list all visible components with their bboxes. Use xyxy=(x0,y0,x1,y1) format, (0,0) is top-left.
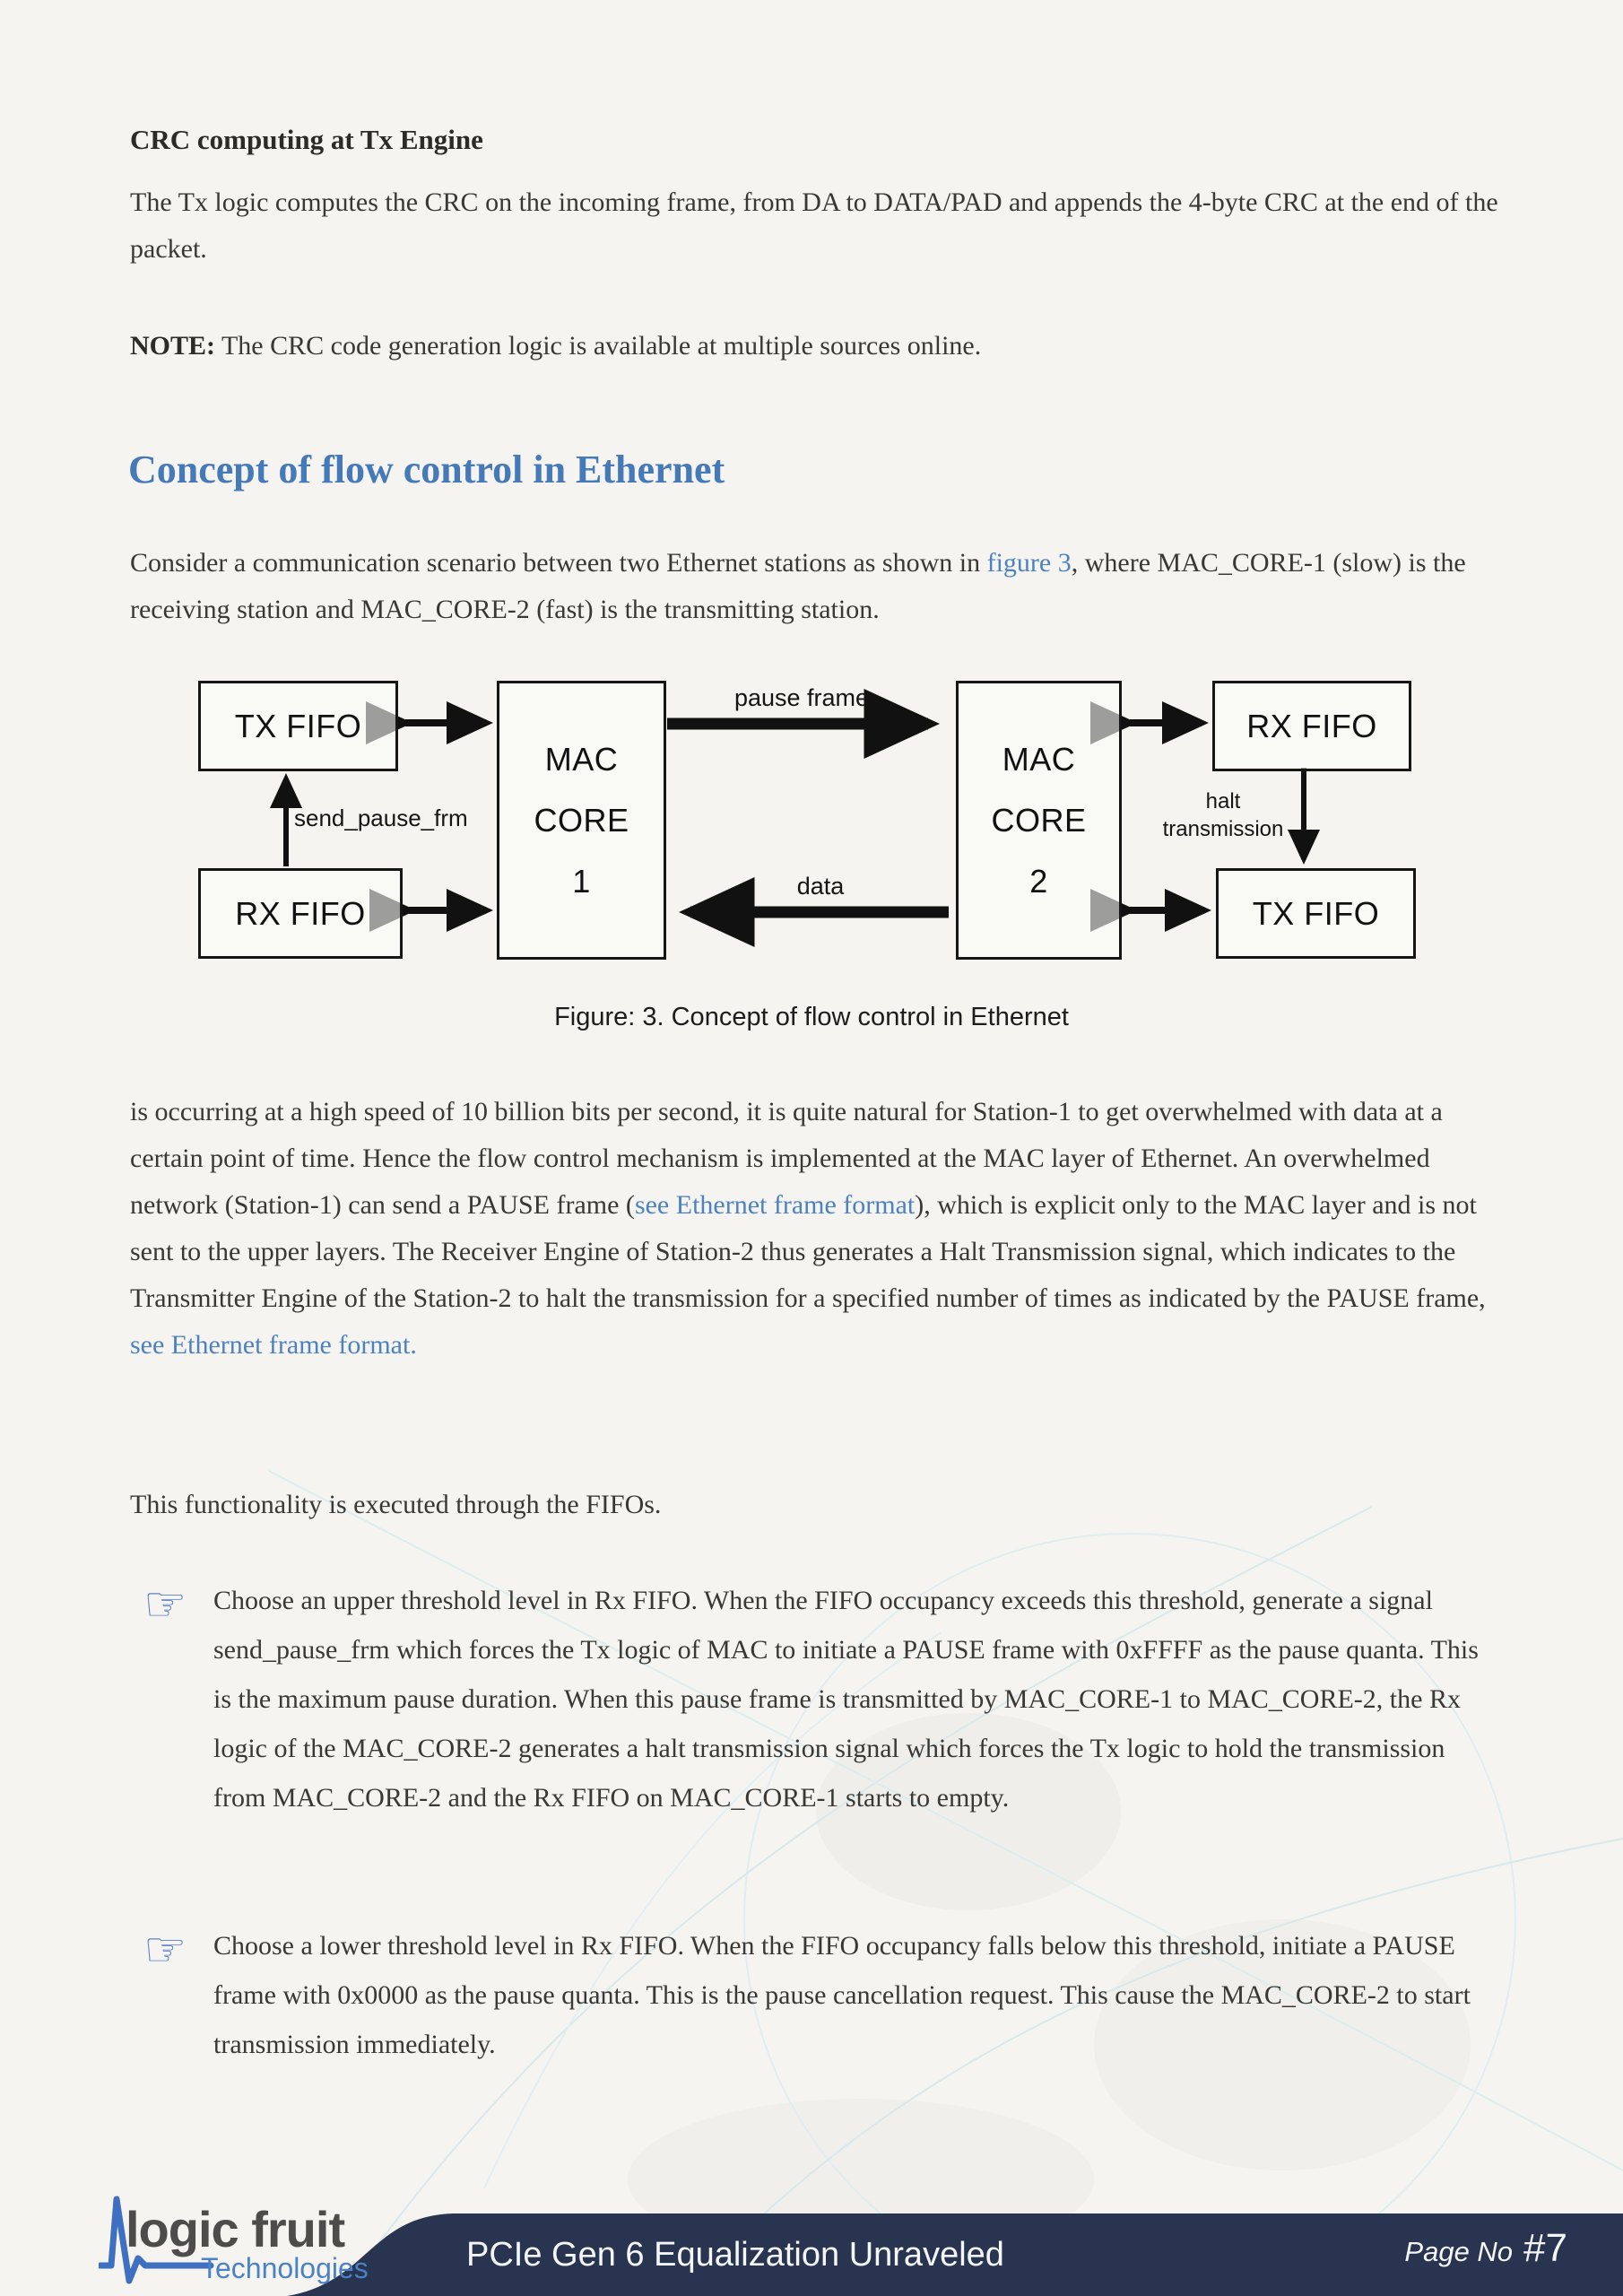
figure-caption: Figure: 3. Concept of flow control in Ethernet xyxy=(554,1003,1069,1031)
halt-label-line2: transmission xyxy=(1162,817,1284,841)
note-text: The CRC code generation logic is available at multiple sources online. xyxy=(215,331,982,361)
crc-body-paragraph: The Tx logic computes the CRC on the incoming frame, from DA to DATA/PAD and appends the 4-byte CRC at the end of the packet. xyxy=(130,187,1498,264)
flow-intro-paragraph xyxy=(130,540,1502,633)
page-number-value: #7 xyxy=(1523,2226,1567,2270)
rx-fifo-left-box: RX FIFO xyxy=(198,868,403,959)
flow-intro-text-2: , where MAC_CORE-1 (slow) is the receiving station and MAC_CORE-2 (fast) is the transmitting station. xyxy=(130,548,1466,624)
tx-fifo-left-box: TX FIFO xyxy=(198,681,398,771)
data-label: data xyxy=(796,873,845,900)
ethernet-frame-format-link[interactable]: see Ethernet frame format xyxy=(634,1190,916,1220)
crc-section-heading: CRC computing at Tx Engine xyxy=(130,124,483,155)
pause-frame-label: pause frame xyxy=(733,684,870,711)
note-label: NOTE: xyxy=(130,331,216,361)
flow-intro-text: Consider a communication scenario between two Ethernet stations as shown in xyxy=(130,548,987,578)
note-paragraph xyxy=(130,323,1502,370)
pointer-hand-icon: ☞ xyxy=(143,1921,187,1978)
flow-section-heading: Concept of flow control in Ethernet xyxy=(128,448,725,491)
bullet-lower-threshold: Choose a lower threshold level in Rx FIFO. When the FIFO occupancy falls below this threshold, initiate a PAUSE frame with 0x0000 as the pause quanta. This is the pause cancellation request. This cause the MAC_CORE-2 to start transmission immediately. xyxy=(213,1931,1471,2059)
page-number-label: Page No xyxy=(1404,2236,1514,2267)
send-pause-frm-label: send_pause_frm xyxy=(294,804,468,831)
flow-body-paragraph xyxy=(130,1089,1502,1369)
flow-body-text: is occurring at a high speed of 10 billion bits per second, it is quite natural for Station-1 to get overwhelmed with data at a certain point of time. Hence the flow control mechanism is implemented at the MAC layer of Ethernet. An overwhelmed network (Station-1) can send a PAUSE frame ( xyxy=(130,1097,1443,1220)
halt-transmission-label xyxy=(1150,787,1297,843)
pointer-hand-icon: ☞ xyxy=(143,1576,187,1632)
mac-core-1-line: MAC xyxy=(544,740,619,778)
ethernet-frame-format-link-2[interactable]: see Ethernet frame format. xyxy=(130,1330,417,1360)
tx-fifo-right-box: TX FIFO xyxy=(1216,868,1416,959)
figure-3-link[interactable]: figure 3 xyxy=(986,548,1072,578)
mac-core-2-box xyxy=(956,681,1122,960)
halt-label-line1: halt xyxy=(1205,789,1241,813)
mac-core-1-box xyxy=(497,681,666,960)
rx-fifo-right-box: RX FIFO xyxy=(1212,681,1411,771)
logo-wordmark: logic fruit xyxy=(126,2201,345,2257)
mac-core-1-line: 1 xyxy=(572,862,591,900)
footer-document-title: PCIe Gen 6 Equalization Unraveled xyxy=(466,2236,1004,2274)
bullet-upper-threshold: Choose an upper threshold level in Rx FIFO. When the FIFO occupancy exceeds this threshold, generate a signal send_pause_frm which forces the Tx logic of MAC to initiate a PAUSE frame with 0xFFFF as the pause quanta. This is the maximum pause duration. When this pause frame is transmitted by MAC_CORE-1 to MAC_CORE-2, the Rx logic of the MAC_CORE-2 generates a halt transmission signal which forces the Tx logic to hold the transmission from MAC_CORE-2 and the Rx FIFO on MAC_CORE-1 starts to empty. xyxy=(213,1586,1479,1813)
mac-core-2-line: 2 xyxy=(1029,862,1048,900)
logo-subtitle: Technologies xyxy=(201,2252,369,2284)
mac-core-2-line: MAC xyxy=(1002,740,1076,778)
mac-core-1-line: CORE xyxy=(534,801,629,839)
flow-body-text-2: ), which is explicit only to the MAC layer and is not sent to the upper layers. The Receiver Engine of Station-2 thus generates a Halt Transmission signal, which indicates to the Transmitter Engine of the Station-2 to halt the transmission for a specified number of times as indicated by the PAUSE frame, xyxy=(130,1190,1486,1313)
fifo-functionality-line: This functionality is executed through the FIFOs. xyxy=(130,1490,662,1519)
page-number xyxy=(1404,2226,1567,2271)
mac-core-2-line: CORE xyxy=(991,801,1087,839)
